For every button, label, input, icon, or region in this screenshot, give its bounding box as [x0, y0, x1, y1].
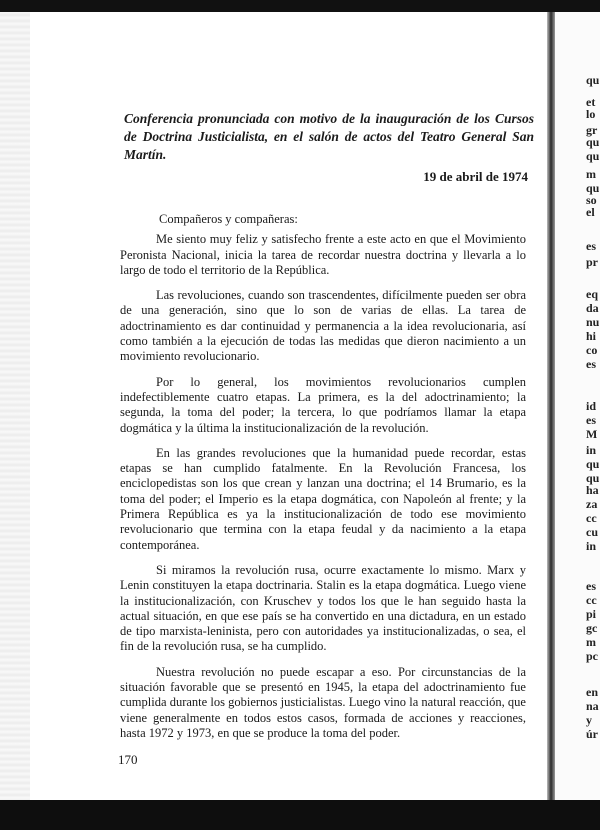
adjacent-page-fragment: es	[586, 579, 596, 593]
adjacent-page-fragment: id	[586, 399, 597, 413]
adjacent-page-fragment: da	[586, 301, 599, 315]
adjacent-page-fragment: el	[586, 205, 595, 219]
scan-bottom-border	[0, 800, 600, 830]
adjacent-page-fragment: cu	[586, 525, 598, 539]
adjacent-page-fragment: qu	[586, 73, 600, 87]
paragraph: Por lo general, los movimientos revolucionarios cumplen indefectiblemente cuatro etapas. La primera, es la del adoctrinamiento; la segunda, la toma del poder; la tercera, lo que podríamos llamar la etapa dogmática y la última la institucionalización de la revolución.	[120, 374, 526, 435]
book-gutter	[547, 12, 555, 800]
adjacent-page-fragment: lo	[586, 107, 596, 121]
adjacent-page-fragment: in	[586, 443, 597, 457]
body-text	[120, 212, 526, 751]
adjacent-page-fragment: gr	[586, 123, 598, 137]
adjacent-page-fragment: eq	[586, 287, 598, 301]
adjacent-page-fragment: úr	[586, 727, 598, 741]
adjacent-page-fragment: co	[586, 343, 598, 357]
lecture-date: 19 de abril de 1974	[423, 169, 528, 184]
adjacent-page-fragment: za	[586, 497, 598, 511]
adjacent-page-fragment: y	[586, 713, 592, 727]
adjacent-page-fragment: cc	[586, 511, 597, 525]
adjacent-page-fragment: en	[586, 685, 598, 699]
page-number: 170	[118, 752, 138, 767]
paragraph: Nuestra revolución no puede escapar a eso. Por circunstancias de la situación favorable que se presentó en 1945, la etapa del adoctrinamiento fue cumplida durante los gobiernos justicialistas. Luego vino la natural reacción, que viene generalmente en todos estos casos, formada de acciones y reacciones, hasta 1972 y 1973, en que se produce la toma del poder.	[120, 664, 526, 740]
adjacent-page-fragment: pr	[586, 255, 598, 269]
paragraph: Las revoluciones, cuando son trascendentes, difícilmente pueden ser obra de una generación, sino que lo son de varias de ellas. La tarea de adoctrinamiento es dar continuidad y permanencia a la idea revolucionaria, así como también a la ejecución de todas las medidas que dieron nacimiento a un movimiento revolucionario.	[120, 288, 526, 364]
adjacent-page-fragment: na	[586, 699, 599, 713]
adjacent-page-fragment: qu	[586, 457, 600, 471]
lecture-heading: Conferencia pronunciada con motivo de la inauguración de los Cursos de Doctrina Justicialista, en el salón de actos del Teatro General San Martín.	[124, 111, 534, 162]
paragraph: Me siento muy feliz y satisfecho frente a este acto en que el Movimiento Peronista Nacional, inicia la tarea de recordar nuestra doctrina y llevarla a lo largo de todo el territorio de la República.	[120, 232, 526, 277]
adjacent-page-fragment: m	[586, 635, 596, 649]
adjacent-page-edge	[555, 12, 600, 800]
adjacent-page-fragment: qu	[586, 149, 600, 163]
adjacent-page-fragment: in	[586, 539, 597, 553]
adjacent-page-fragment: es	[586, 413, 596, 427]
adjacent-page-fragment: M	[586, 427, 598, 441]
adjacent-page-fragment: nu	[586, 315, 600, 329]
adjacent-page-fragment: pi	[586, 607, 597, 621]
adjacent-page-fragment: qu	[586, 471, 600, 485]
adjacent-page-fragment: gc	[586, 621, 598, 635]
adjacent-page-fragment: es	[586, 239, 596, 253]
adjacent-page-fragment: pc	[586, 649, 598, 663]
adjacent-page-fragment: qu	[586, 181, 600, 195]
adjacent-page-fragment: hi	[586, 329, 597, 343]
paragraph: Si miramos la revolución rusa, ocurre exactamente lo mismo. Marx y Lenin constituyen la etapa doctrinaria. Stalin es la etapa dogmática. Luego viene la institucionalización, con Kruschev y todos los que le han seguido hasta la actual situación, en que ese país se ha convertido en una dictadura, en un estado de tipo marxista-leninista, pero con autoridades ya institucionalizadas, o sea, el fin de la revolución rusa, se ha cumplido.	[120, 562, 526, 654]
greeting: Compañeros y compañeras:	[159, 212, 298, 226]
adjacent-page-fragment: ha	[586, 483, 599, 497]
paragraph: En las grandes revoluciones que la humanidad puede recordar, estas etapas se han cumplido fatalmente. En la Revolución Francesa, los enciclopedistas son los que crean y lanzan una doctrina; el 14 Brumario, es la toma del poder; el Imperio es la etapa dogmática, con Napoleón al frente; y la Primera República es ya la institucionalización de todo ese movimiento revolucionario que termina con la etapa feudal y da nacimiento a la etapa contemporánea.	[120, 445, 526, 552]
adjacent-page-fragment: et	[586, 95, 596, 109]
adjacent-page-fragment: es	[586, 357, 596, 371]
adjacent-page-fragment: so	[586, 193, 597, 207]
adjacent-page-fragment: qu	[586, 135, 600, 149]
adjacent-page-fragment: m	[586, 167, 596, 181]
adjacent-page-fragment: cc	[586, 593, 597, 607]
